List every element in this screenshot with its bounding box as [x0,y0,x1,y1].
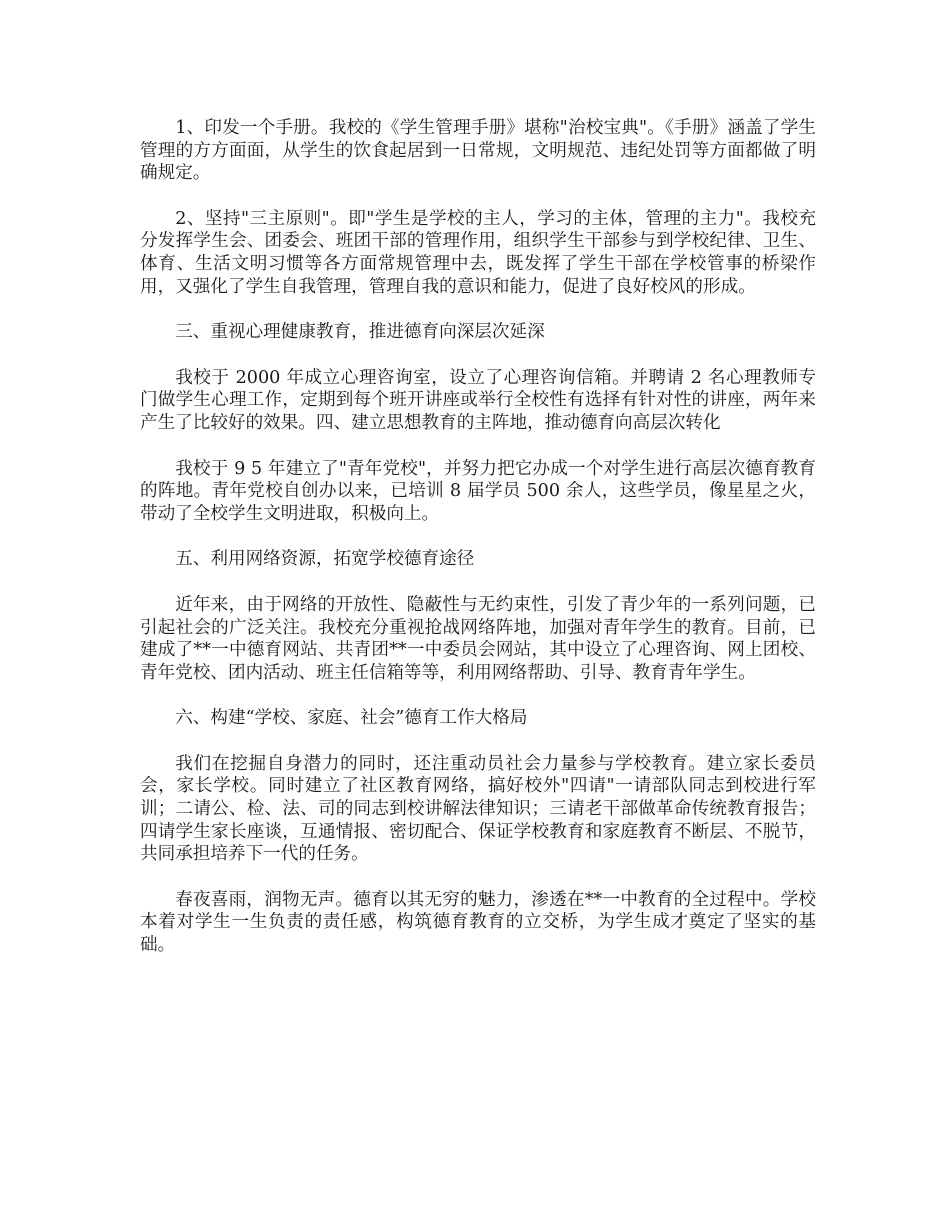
paragraph-three-principles: 2、坚持"三主原则"。即"学生是学校的主人，学习的主体，管理的主力"。我校充分发挥学生会、团委会、班团干部的管理作用，组织学生干部参与到学校纪律、卫生、体育、生活文明习惯等各方面常规管理中去，既发挥了学生干部在学校管事的桥梁作用，又强化了学生自我管理，管理自我的意识和能力，促进了良好校风的形成。 [140,208,816,297]
section-heading-mental-health: 三、重视心理健康教育，推进德育向深层次延深 [175,322,545,343]
section-heading-school-family-society: 六、构建“学校、家庭、社会”德育工作大格局 [175,708,528,729]
paragraph-social-forces: 我们在挖掘自身潜力的同时，还注重动员社会力量参与学校教育。建立家长委员会，家长学校。同时建立了社区教育网络，搞好校外"四请"一请部队同志到校进行军训；二请公、检、法、司的同志到校讲解法律知识；三请老干部做革命传统教育报告；四请学生家长座谈，互通情报、密切配合、保证学校教育和家庭教育不断层、不脱节，共同承担培养下一代的任务。 [140,753,816,865]
paragraph-conclusion: 春夜喜雨，润物无声。德育以其无穷的魅力，渗透在**一中教育的全过程中。学校本着对学生一生负责的责任感，构筑德育教育的立交桥，为学生成才奠定了坚实的基础。 [140,889,816,956]
paragraph-counseling-room: 我校于 2000 年成立心理咨询室，设立了心理咨询信箱。并聘请 2 名心理教师专门做学生心理工作，定期到每个班开讲座或举行全校性有选择有针对性的讲座，两年来产生了比较好的效果。四、建立思想教育的主阵地，推动德育向高层次转化 [140,367,816,433]
paragraph-handbook: 1、印发一个手册。我校的《学生管理手册》堪称"治校宝典"。《手册》涵盖了学生管理的方方面面，从学生的饮食起居到一日常规，文明规范、违纪处罚等方面都做了明确规定。 [140,118,816,184]
paragraph-youth-party-school: 我校于 9 5 年建立了"青年党校"，并努力把它办成一个对学生进行高层次德育教育的阵地。青年党校自创办以来，已培训 8 届学员 500 余人，这些学员，像星星之火，带动了全校学生文明进取，积极向上。 [140,458,816,524]
paragraph-network-resources: 近年来，由于网络的开放性、隐蔽性与无约束性，引发了青少年的一系列问题，已引起社会的广泛关注。我校充分重视抢战网络阵地，加强对青年学生的教育。目前，已建成了**一中德育网站、共青团**一中委员会网站，其中设立了心理咨询、网上团校、青年党校、团内活动、班主任信箱等等，利用网络帮助、引导、教育青年学生。 [140,594,816,683]
section-heading-network: 五、利用网络资源，拓宽学校德育途径 [175,549,475,570]
document-body [140,117,816,980]
